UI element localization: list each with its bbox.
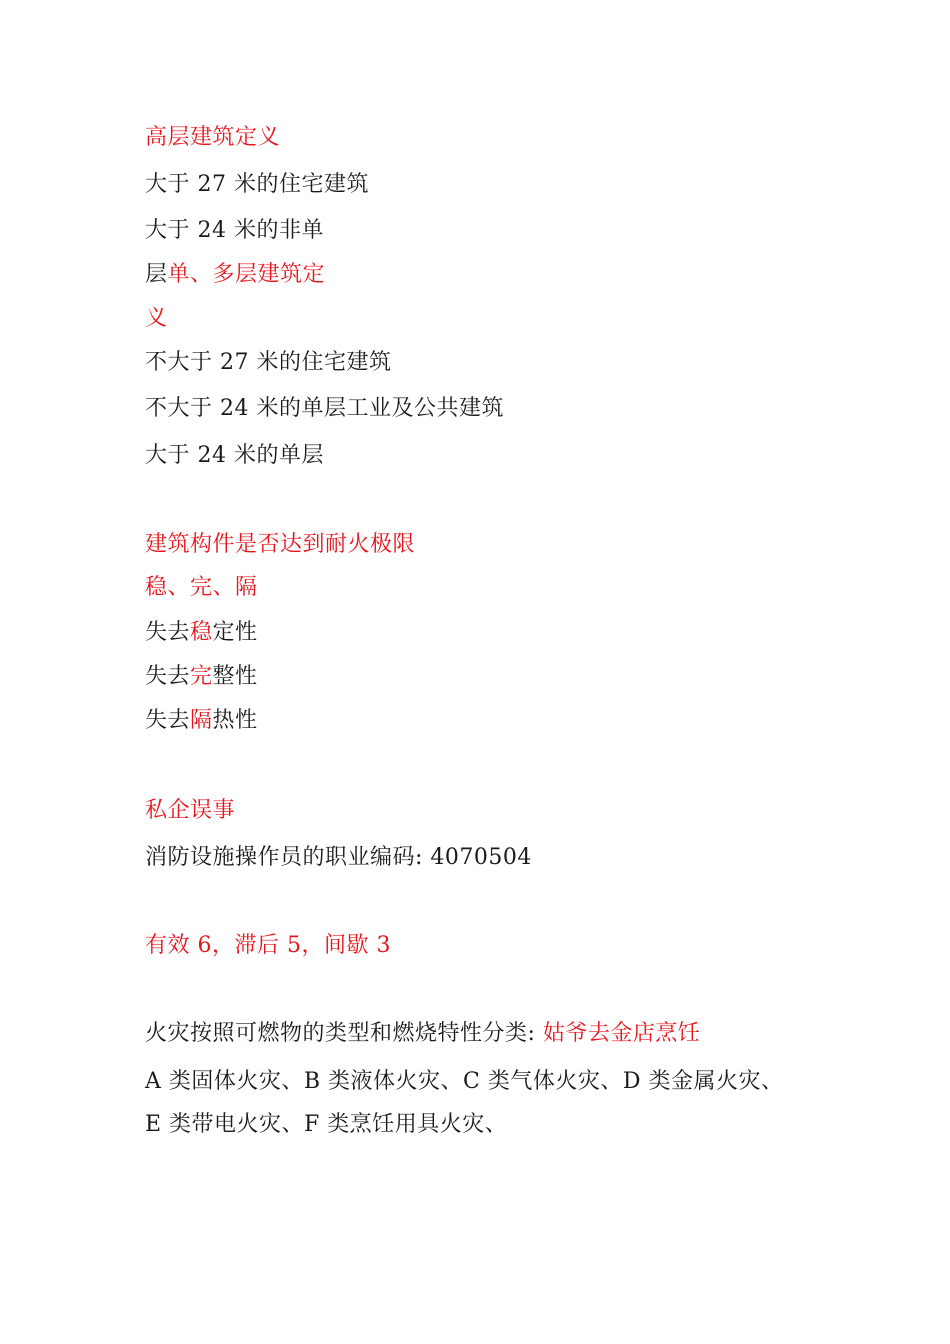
list-item: [145, 618, 258, 648]
text-line: 大于 24 米的单层: [145, 443, 324, 468]
text-line-mixed: [145, 1019, 700, 1049]
section-subheading: 稳、完、隔: [145, 575, 258, 600]
section-heading-high-rise-definition: 高层建筑定义: [145, 125, 281, 150]
item-suffix: 热性: [212, 708, 258, 733]
text-fragment: 火灾按照可燃物的类型和燃烧特性分类:: [145, 1021, 543, 1046]
text-line: 不大于 24 米的单层工业及公共建筑: [145, 396, 504, 421]
text-line-mixed: [145, 260, 325, 290]
item-key: 完: [190, 664, 213, 689]
section-heading-fire-resistance: 建筑构件是否达到耐火极限: [145, 532, 416, 557]
item-prefix: 失去: [145, 664, 191, 689]
item-key: 隔: [190, 708, 213, 733]
text-fragment: 层: [145, 262, 168, 287]
item-suffix: 整性: [212, 664, 258, 689]
mnemonic-line: 有效 6，滞后 5，间歇 3: [145, 933, 391, 958]
text-line: 大于 24 米的非单: [145, 218, 324, 243]
section-heading-multi-storey-definition: 单、多层建筑定: [167, 262, 326, 287]
text-line: 义: [145, 306, 168, 331]
item-suffix: 定性: [212, 620, 258, 645]
text-line: E 类带电火灾、F 类烹饪用具火灾、: [145, 1112, 508, 1137]
item-prefix: 失去: [145, 620, 191, 645]
item-key: 稳: [190, 620, 213, 645]
list-item: [145, 662, 258, 692]
text-line: 消防设施操作员的职业编码: 4070504: [145, 845, 532, 870]
text-line: 不大于 27 米的住宅建筑: [145, 350, 392, 375]
text-line: 大于 27 米的住宅建筑: [145, 172, 369, 197]
section-heading-mnemonic: 私企误事: [145, 798, 236, 823]
item-prefix: 失去: [145, 708, 191, 733]
text-line: A 类固体火灾、B 类液体火灾、C 类气体火灾、D 类金属火灾、: [145, 1069, 784, 1094]
mnemonic-fragment: 姑爷去金店烹饪: [542, 1021, 701, 1046]
list-item: [145, 706, 258, 736]
